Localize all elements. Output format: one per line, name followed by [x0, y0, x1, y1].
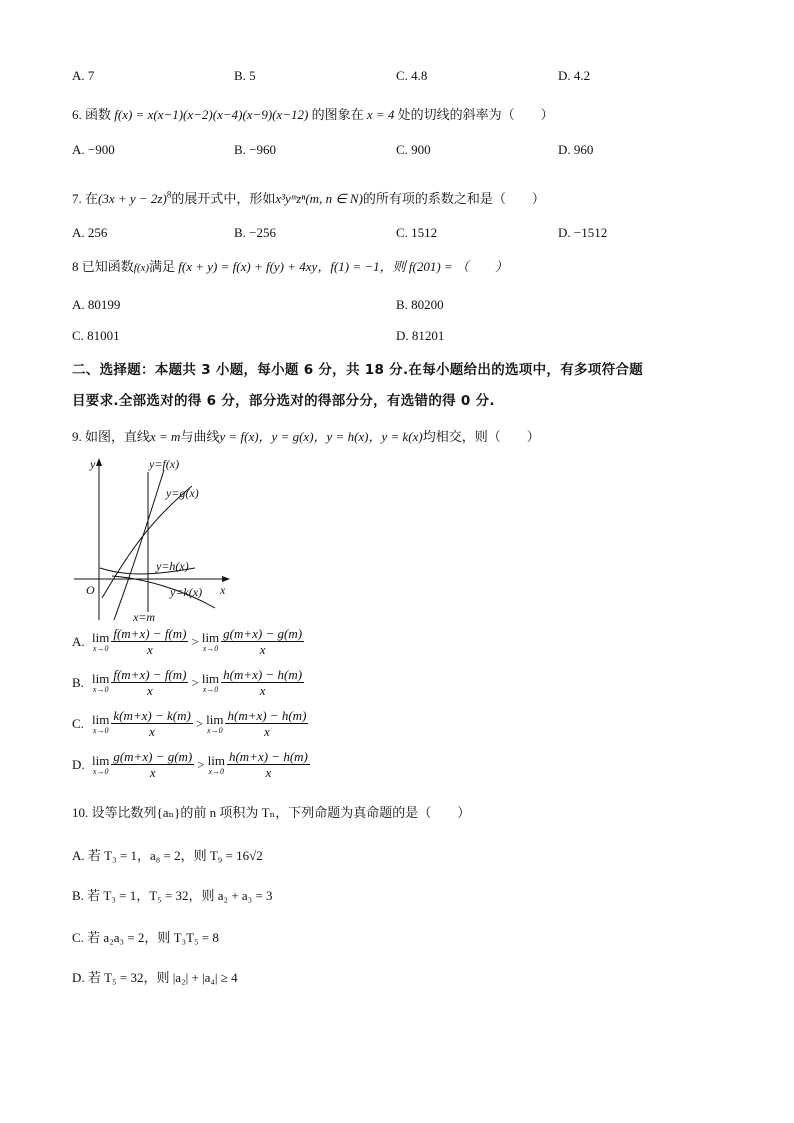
- q7-option-a: A. 256: [72, 225, 108, 240]
- label-h: y=h(x): [156, 559, 189, 573]
- lim-right: lim x→0: [207, 752, 225, 776]
- gt-sign: >: [191, 633, 199, 649]
- label-f: y=f(x): [149, 457, 180, 471]
- q9-option-a: [72, 626, 304, 657]
- y-axis-label: y: [90, 457, 96, 471]
- q8-option-a: A. 80199: [72, 297, 121, 312]
- q8-fx: f(x): [133, 262, 150, 274]
- q5-option-a: A. 7: [72, 68, 95, 83]
- frac-right: $\frac{h(m+x) - h(m)}{x}$: [228, 749, 308, 780]
- q7-text-end: 的所有项的系数之和是（ ）: [362, 191, 545, 206]
- q8-option-d: D. 81201: [396, 328, 445, 343]
- lim-right: lim x→0: [206, 711, 224, 735]
- x-axis-label: x: [220, 583, 226, 597]
- q8-number: 8: [72, 259, 79, 274]
- gt-sign: >: [197, 756, 205, 772]
- section2-heading-line2: 目要求.全部选对的得 6 分，部分选对的得部分分，有选错的得 0 分.: [72, 393, 495, 409]
- q5-option-c: C. 4.8: [396, 68, 428, 83]
- q7-term: x³yᵐzⁿ(m, n ∈ N): [275, 191, 363, 206]
- q9-option-c-label: C.: [72, 715, 84, 731]
- q6-option-a: A. −900: [72, 142, 115, 157]
- q7-expr: (3x + y − 2z): [98, 191, 167, 206]
- q9-option-c: [72, 708, 308, 739]
- q9-stem: [72, 426, 540, 445]
- q6-text-end: 处的切线的斜率为（ ）: [397, 107, 554, 122]
- q6-option-d: D. 960: [558, 142, 594, 157]
- lim-right: lim x→0: [201, 670, 220, 694]
- q9-option-b: [72, 667, 304, 698]
- q7-exp: 8: [166, 189, 172, 200]
- q9-graph: [70, 450, 240, 625]
- q10-stem: [72, 802, 470, 821]
- q9-text: 如图，直线: [85, 429, 151, 444]
- q8-text-mid: 满足: [149, 259, 176, 274]
- q10-option-c: C. 若 a₂a₃ = 2，则 T₃T₅ = 8: [72, 930, 219, 945]
- q9-option-d-label: D.: [72, 756, 85, 772]
- q7-stem: [72, 188, 545, 207]
- frac-right: $\frac{g(m+x) - g(m)}{x}$: [223, 626, 303, 657]
- x-axis-arrow: [222, 576, 230, 582]
- lim-left: lim x→0: [92, 670, 110, 694]
- q6-text-after: 的图象在: [311, 107, 364, 122]
- q9-text2: 与曲线: [180, 429, 220, 444]
- frac-left: $\frac{f(m+x) - f(m)}{x}$: [113, 667, 187, 698]
- q7-option-c: C. 1512: [396, 225, 438, 240]
- q10-text: 设等比数列{aₙ}的前 n 项积为 Tₙ，下列命题为真命题的是（ ）: [91, 805, 471, 820]
- q7-option-d: D. −1512: [558, 225, 608, 240]
- q7-option-b: B. −256: [234, 225, 277, 240]
- gt-sign: >: [195, 715, 204, 731]
- q5-option-d: D. 4.2: [558, 68, 591, 83]
- q7-number: 7.: [72, 191, 82, 206]
- q6-option-c: C. 900: [396, 142, 431, 157]
- q9-curves: y = f(x)，y = g(x)，y = h(x)，y = k(x): [219, 429, 423, 444]
- q8-cond: ，f(1) = −1，则 f(201) = （ ）: [317, 259, 508, 274]
- label-k: y=k(x): [170, 585, 203, 599]
- q9-line: x = m: [150, 429, 181, 444]
- q8-eq: f(x + y) = f(x) + f(y) + 4xy: [178, 259, 318, 274]
- q10-option-d: D. 若 T₅ = 32，则 |a₂| + |a₄| ≥ 4: [72, 970, 238, 985]
- q9-number: 9.: [72, 429, 82, 444]
- q7-text-mid: 的展开式中，形如: [171, 191, 276, 206]
- q6-point: x = 4: [366, 107, 395, 122]
- q6-formula: f(x) = x(x−1)(x−2)(x−4)(x−9)(x−12): [114, 107, 309, 122]
- frac-left: $\frac{g(m+x) - g(m)}{x}$: [113, 749, 193, 780]
- frac-right: $\frac{h(m+x) - h(m)}{x}$: [223, 667, 303, 698]
- lim-left: lim x→0: [92, 711, 110, 735]
- label-g: y=g(x): [166, 486, 199, 500]
- origin-label: O: [86, 583, 95, 597]
- section2-heading-line1: 二、选择题：本题共 3 小题，每小题 6 分，共 18 分.在每小题给出的选项中，有多项符合题: [72, 362, 643, 378]
- q8-option-c: C. 81001: [72, 328, 120, 343]
- curve-f: [114, 470, 164, 620]
- q8-text-before: 已知函数: [81, 259, 134, 274]
- q10-option-a: A. 若 T₃ = 1，a₈ = 2，则 T₉ = 16√2: [72, 848, 263, 863]
- q6-stem: [72, 104, 554, 123]
- q5-option-b: B. 5: [234, 68, 256, 83]
- q8-option-b: B. 80200: [396, 297, 444, 312]
- q9-option-d: [72, 749, 310, 780]
- q9-text-end: 均相交，则（ ）: [422, 429, 540, 444]
- gt-sign: >: [191, 674, 199, 690]
- q10-option-b: B. 若 T₃ = 1，T₅ = 32，则 a₂ + a₃ = 3: [72, 888, 273, 903]
- q6-text-before: 函数: [85, 107, 112, 122]
- lim-left: lim x→0: [92, 752, 110, 776]
- q9-option-a-label: A.: [72, 633, 85, 649]
- q10-number: 10.: [72, 805, 89, 820]
- frac-right: $\frac{h(m+x) - h(m)}{x}$: [227, 708, 307, 739]
- lim-left: lim x→0: [92, 629, 110, 653]
- frac-left: $\frac{f(m+x) - f(m)}{x}$: [113, 626, 187, 657]
- label-m: x=m: [133, 610, 156, 624]
- q6-number: 6.: [72, 107, 82, 122]
- q8-stem: [72, 256, 508, 275]
- y-axis-arrow: [96, 458, 102, 466]
- q9-option-b-label: B.: [72, 674, 84, 690]
- frac-left: $\frac{k(m+x) - k(m)}{x}$: [113, 708, 191, 739]
- lim-right: lim x→0: [201, 629, 220, 653]
- q6-option-b: B. −960: [234, 142, 277, 157]
- q7-text-before: 在: [85, 191, 99, 206]
